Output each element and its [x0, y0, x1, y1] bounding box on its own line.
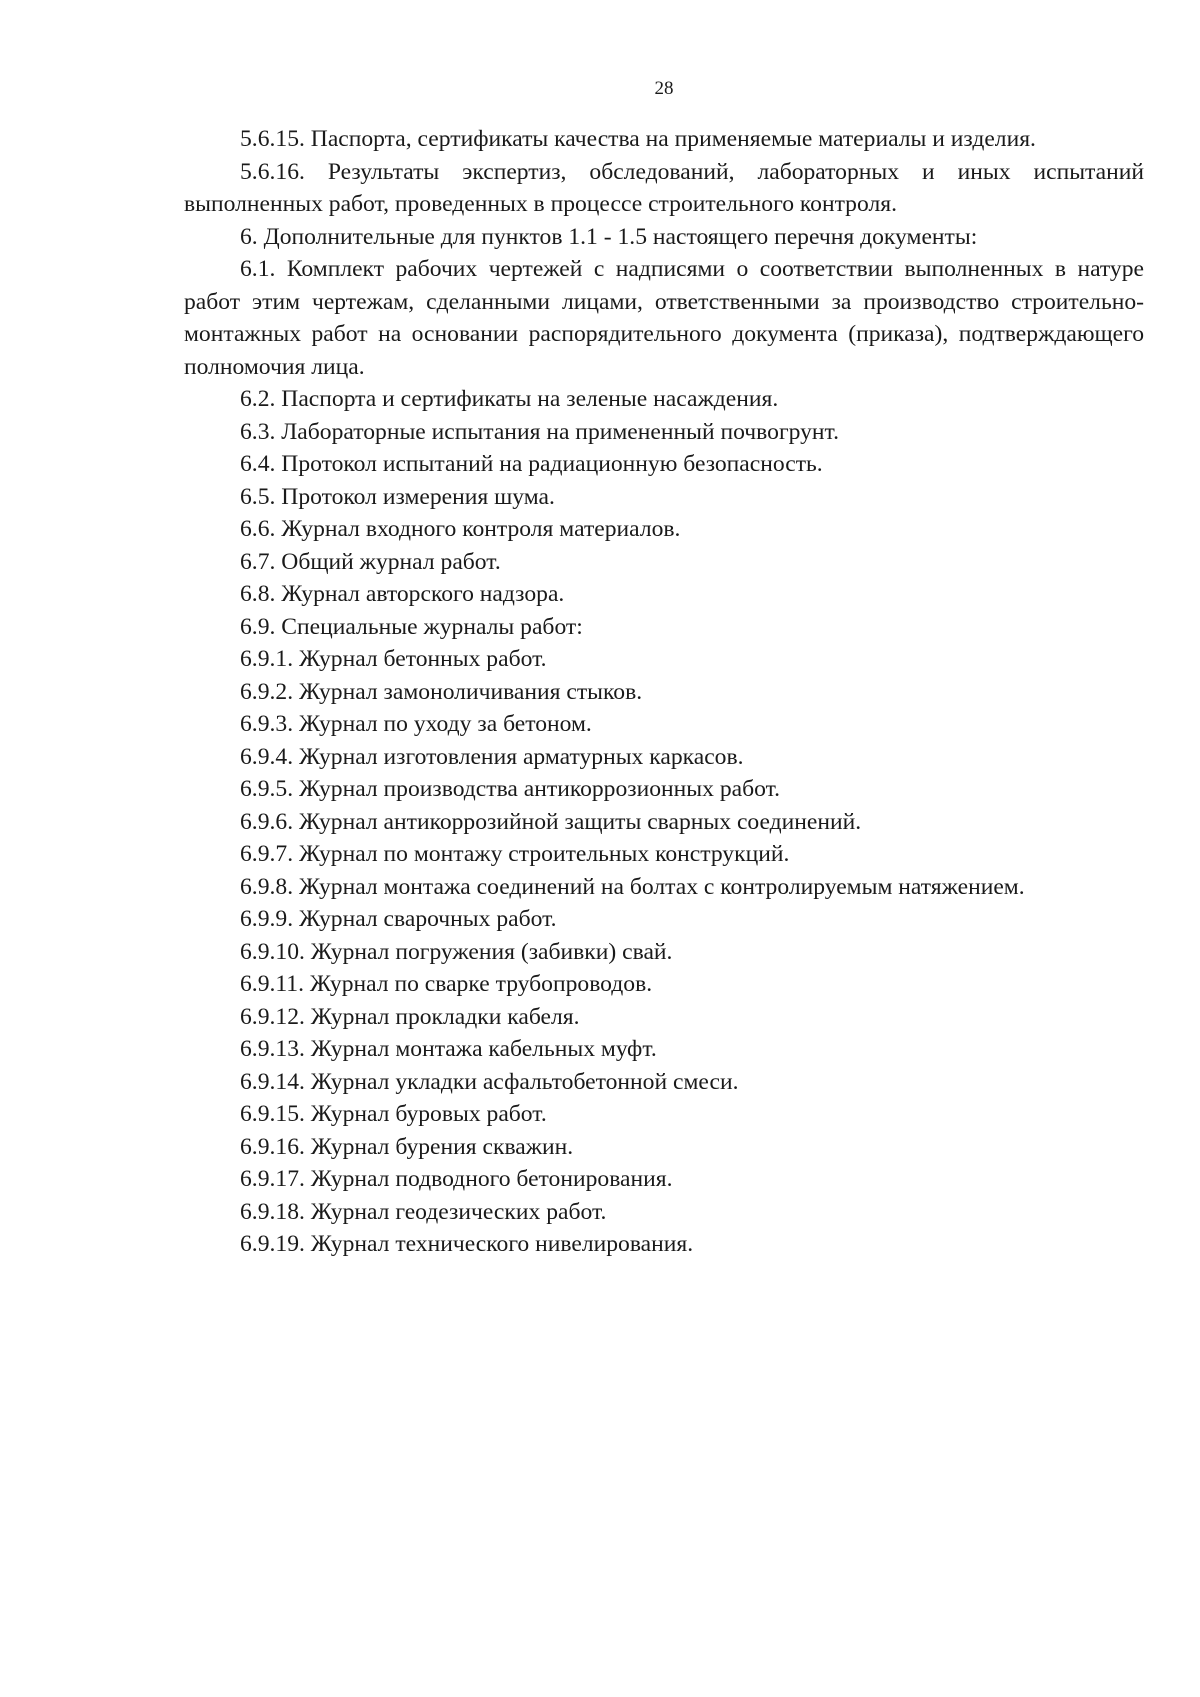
list-item-6-9-13: 6.9.13. Журнал монтажа кабельных муфт.: [240, 1036, 657, 1062]
document-body: [184, 123, 1144, 1261]
list-item-6-6: 6.6. Журнал входного контроля материалов.: [240, 516, 681, 542]
paragraph-5-6-16: 5.6.16. Результаты экспертиз, обследований, лабораторных и иных испытаний выполненных работ, проведенных в процессе строительного контроля.: [184, 158, 1144, 217]
list-item-6-9-5: 6.9.5. Журнал производства антикоррозионных работ.: [240, 776, 781, 802]
list-item-6-9-9: 6.9.9. Журнал сварочных работ.: [240, 906, 557, 932]
list-item-6-9-11: 6.9.11. Журнал по сварке трубопроводов.: [240, 971, 653, 997]
list-item-6-9: 6.9. Специальные журналы работ:: [240, 613, 583, 640]
list-item-6-9-15: 6.9.15. Журнал буровых работ.: [240, 1101, 547, 1127]
list-item-6-9-14: 6.9.14. Журнал укладки асфальтобетонной смеси.: [240, 1068, 739, 1095]
list-item-6-9-7: 6.9.7. Журнал по монтажу строительных конструкций.: [240, 841, 790, 867]
list-item-6-9-3: 6.9.3. Журнал по уходу за бетоном.: [240, 711, 592, 737]
list-item-6-9-1: 6.9.1. Журнал бетонных работ.: [240, 646, 547, 672]
list-item-6-9-18: 6.9.18. Журнал геодезических работ.: [240, 1198, 607, 1225]
list-item-6-9-10: 6.9.10. Журнал погружения (забивки) свай.: [240, 938, 673, 965]
list-item-6-4: 6.4. Протокол испытаний на радиационную безопасность.: [240, 451, 823, 477]
list-item-6-9-8: 6.9.8. Журнал монтажа соединений на болтах с контролируемым натяжением.: [240, 873, 1025, 900]
paragraph-6-1: 6.1. Комплект рабочих чертежей с надписями о соответствии выполненных в натуре работ этим чертежам, сделанными лицами, ответственными за производство строительно-монтажных работ на основании распорядительного документа (приказа), подтверждающего полномочия лица.: [184, 256, 1144, 380]
list-item-6-2: 6.2. Паспорта и сертификаты на зеленые насаждения.: [240, 386, 779, 412]
list-item-6-9-6: 6.9.6. Журнал антикоррозийной защиты сварных соединений.: [240, 808, 862, 835]
list-item-6-9-12: 6.9.12. Журнал прокладки кабеля.: [240, 1003, 580, 1030]
list-item-6-8: 6.8. Журнал авторского надзора.: [240, 581, 565, 607]
list-item-6-5: 6.5. Протокол измерения шума.: [240, 483, 555, 510]
page-number: 28: [654, 78, 674, 99]
list-item-6-9-19: 6.9.19. Журнал технического нивелирования.: [240, 1231, 694, 1257]
list-item-6-9-16: 6.9.16. Журнал бурения скважин.: [240, 1133, 574, 1160]
list-item-6-3: 6.3. Лабораторные испытания на примененный почвогрунт.: [240, 418, 839, 445]
list-item-6-9-2: 6.9.2. Журнал замоноличивания стыков.: [240, 678, 643, 705]
paragraph-5-6-15: 5.6.15. Паспорта, сертификаты качества на применяемые материалы и изделия.: [240, 126, 1036, 152]
list-item-6-7: 6.7. Общий журнал работ.: [240, 548, 501, 575]
list-item-6-9-17: 6.9.17. Журнал подводного бетонирования.: [240, 1166, 673, 1192]
list-item-6-9-4: 6.9.4. Журнал изготовления арматурных каркасов.: [240, 743, 744, 770]
paragraph-6-heading: 6. Дополнительные для пунктов 1.1 - 1.5 настоящего перечня документы:: [240, 223, 978, 250]
